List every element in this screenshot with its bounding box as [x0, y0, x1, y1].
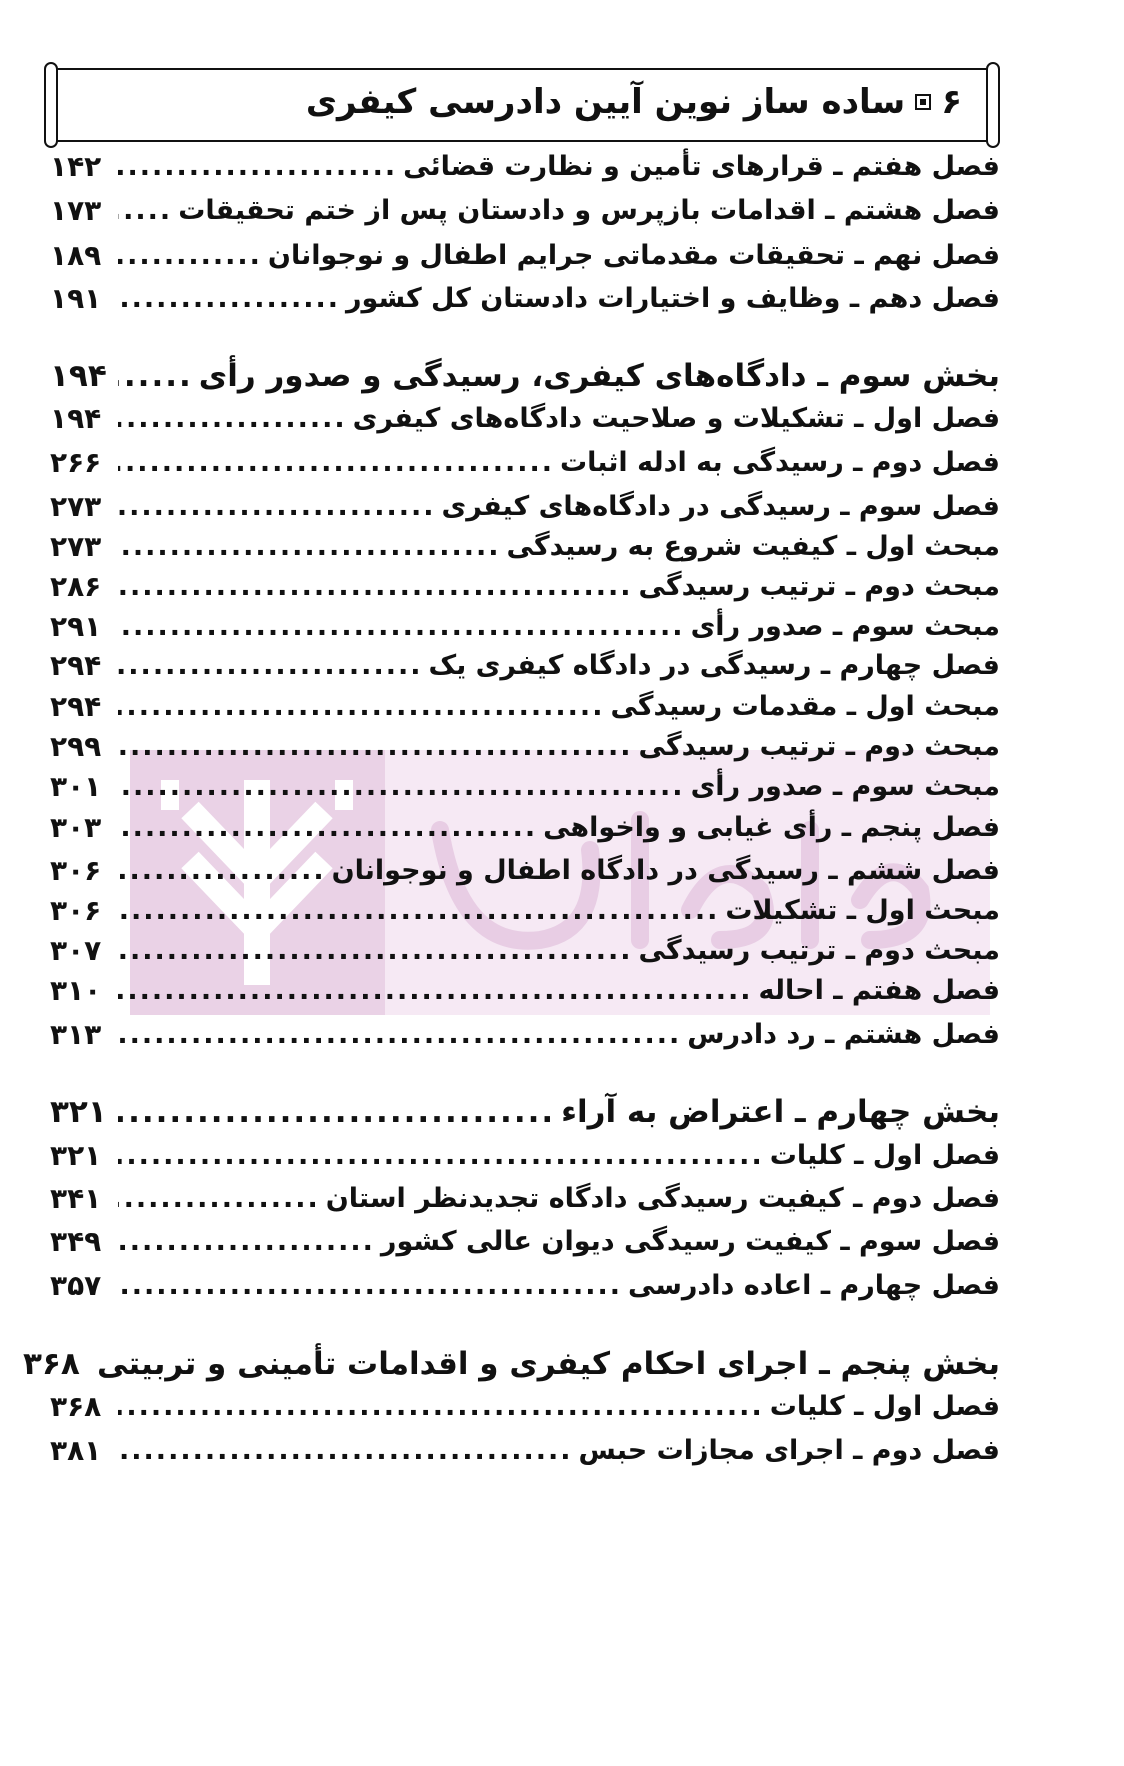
toc-entry-page: ۱۹۴	[50, 358, 107, 394]
toc-entry-page: ۳۰۱	[50, 769, 102, 803]
toc-leader-dots	[118, 491, 436, 522]
toc-entry-page: ۱۷۳	[50, 193, 102, 227]
toc-leader-dots	[118, 531, 501, 562]
toc-entry-chapter	[50, 1263, 1000, 1307]
toc-entry-title: مبحث اول ـ مقدمات رسیدگی	[610, 690, 1000, 722]
toc-entry-chapter	[50, 484, 1000, 528]
toc-entry-page: ۲۹۱	[50, 609, 102, 643]
toc-leader-dots	[118, 1270, 622, 1301]
toc-entry-page: ۳۰۶	[50, 853, 102, 887]
toc-entry-chapter	[50, 848, 1000, 892]
toc-entry-page: ۲۹۹	[50, 729, 102, 763]
toc-entry-page: ۳۰۳	[50, 810, 102, 844]
toc-entry-title: فصل سوم ـ کیفیت رسیدگی دیوان عالی کشور	[380, 1225, 1000, 1257]
toc-entry-part	[23, 1342, 1000, 1386]
toc-entry-section	[50, 928, 1000, 972]
toc-entry-chapter	[50, 1428, 1000, 1472]
toc-entry-title: مبحث اول ـ تشکیلات	[725, 894, 1000, 926]
toc-entry-section	[50, 564, 1000, 608]
toc-entry-title: مبحث دوم ـ ترتیب رسیدگی	[638, 570, 1000, 602]
toc-entry-page: ۲۹۴	[50, 648, 102, 682]
toc-leader-dots	[118, 1435, 573, 1466]
toc-entry-part	[50, 1090, 1000, 1134]
toc-entry-title: بخش پنجم ـ اجرای احکام کیفری و اقدامات تأمینی و تربیتی	[97, 1346, 1000, 1382]
toc-leader-dots	[118, 403, 347, 434]
toc-entry-page: ۳۵۷	[50, 1268, 102, 1302]
toc-leader-dots	[118, 650, 422, 681]
toc-leader-dots	[118, 447, 554, 478]
toc-entry-page: ۳۱۳	[50, 1017, 102, 1051]
toc-leader-dots	[118, 1226, 375, 1257]
toc-leader-dots	[118, 1019, 681, 1050]
toc-entry-page: ۳۶۸	[50, 1389, 102, 1423]
toc-entry-chapter	[50, 188, 1000, 232]
toc-entry-title: بخش چهارم ـ اعتراض به آراء	[561, 1094, 1000, 1130]
toc-leader-dots	[118, 855, 326, 886]
toc-leader-dots	[118, 975, 752, 1006]
toc-entry-page: ۳۲۱	[50, 1094, 107, 1130]
book-title: ساده ساز نوین آیین دادرسی کیفری	[305, 82, 906, 122]
toc-leader-dots	[118, 1140, 764, 1171]
toc-entry-part	[50, 354, 1000, 398]
toc-entry-page: ۱۸۹	[50, 238, 102, 272]
toc-entry-chapter	[50, 643, 1000, 687]
toc-entry-title: فصل پنجم ـ رأی غیابی و واخواهی	[543, 811, 1000, 843]
toc-entry-title: مبحث دوم ـ ترتیب رسیدگی	[638, 730, 1000, 762]
toc-entry-page: ۳۰۷	[50, 933, 102, 967]
toc-entry-chapter	[50, 233, 1000, 277]
toc-leader-dots	[118, 195, 172, 226]
toc-leader-dots	[118, 358, 193, 394]
toc-entry-title: فصل چهارم ـ اعاده دادرسی	[628, 1269, 1000, 1301]
toc-entry-title: فصل هفتم ـ احاله	[758, 974, 1000, 1006]
toc-entry-chapter	[50, 144, 1000, 188]
toc-leader-dots	[118, 283, 340, 314]
toc-entry-title: فصل اول ـ تشکیلات و صلاحیت دادگاه‌های کیفری	[352, 402, 1000, 434]
toc-leader-dots	[118, 611, 685, 642]
toc-entry-page: ۲۷۳	[50, 489, 102, 523]
toc-entry-title: فصل دوم ـ کیفیت رسیدگی دادگاه تجدیدنظر استان	[325, 1182, 1000, 1214]
toc-leader-dots	[118, 691, 604, 722]
toc-entry-page: ۳۲۱	[50, 1138, 102, 1172]
toc-entry-page: ۱۹۴	[50, 401, 102, 435]
toc-entry-page: ۳۱۰	[50, 973, 102, 1007]
toc-entry-page: ۲۹۴	[50, 689, 102, 723]
toc-entry-chapter	[50, 396, 1000, 440]
toc-leader-dots	[118, 812, 537, 843]
toc-entry-title: فصل هشتم ـ رد دادرس	[687, 1018, 1000, 1050]
toc-entry-title: فصل دهم ـ وظایف و اختیارات دادستان کل کشور	[346, 282, 1000, 314]
toc-entry-page: ۳۴۹	[50, 1224, 102, 1258]
toc-entry-title: فصل دوم ـ اجرای مجازات حبس	[578, 1434, 1000, 1466]
toc-entry-title: مبحث سوم ـ صدور رأی	[690, 610, 1000, 642]
toc-entry-section	[50, 604, 1000, 648]
toc-entry-title: مبحث اول ـ کیفیت شروع به رسیدگی	[506, 530, 1000, 562]
toc-entry-chapter	[50, 440, 1000, 484]
toc-entry-title: فصل سوم ـ رسیدگی در دادگاه‌های کیفری	[441, 490, 1000, 522]
page-number: ۶	[941, 82, 962, 122]
toc-entry-page: ۱۴۲	[50, 149, 102, 183]
toc-leader-dots	[118, 935, 633, 966]
toc-leader-dots	[118, 771, 685, 802]
toc-leader-dots	[118, 151, 397, 182]
toc-leader-dots	[118, 895, 719, 926]
toc-entry-section	[50, 684, 1000, 728]
toc-leader-dots	[118, 1094, 555, 1130]
toc-leader-dots	[118, 1391, 764, 1422]
toc-entry-section	[50, 888, 1000, 932]
toc-entry-chapter	[50, 1133, 1000, 1177]
toc-entry-page: ۳۶۸	[23, 1346, 80, 1382]
toc-leader-dots	[118, 571, 633, 602]
toc-entry-chapter	[50, 805, 1000, 849]
toc-entry-page: ۲۸۶	[50, 569, 102, 603]
toc-entry-title: فصل دوم ـ رسیدگی به ادله اثبات	[560, 446, 1000, 478]
toc-entry-page: ۲۷۳	[50, 529, 102, 563]
toc-entry-chapter	[50, 276, 1000, 320]
toc-entry-page: ۳۰۶	[50, 893, 102, 927]
toc-leader-dots	[118, 240, 262, 271]
toc-entry-chapter	[50, 968, 1000, 1012]
toc-entry-chapter	[50, 1176, 1000, 1220]
toc-entry-title: بخش سوم ـ دادگاه‌های کیفری، رسیدگی و صدور رأی	[198, 358, 1000, 394]
toc-leader-dots	[118, 731, 633, 762]
toc-leader-dots	[118, 1183, 320, 1214]
toc-entry-page: ۳۸۱	[50, 1433, 102, 1467]
toc-entry-title: فصل اول ـ کلیات	[769, 1139, 1000, 1171]
toc-entry-chapter	[50, 1219, 1000, 1263]
toc-entry-page: ۳۴۱	[50, 1181, 102, 1215]
toc-entry-chapter	[50, 1012, 1000, 1056]
toc-entry-title: فصل هشتم ـ اقدامات بازپرس و دادستان پس از ختم تحقیقات	[178, 194, 1000, 226]
toc-entry-section	[50, 524, 1000, 568]
toc-entry-title: مبحث دوم ـ ترتیب رسیدگی	[638, 934, 1000, 966]
toc-entry-section	[50, 764, 1000, 808]
toc-entry-title: فصل چهارم ـ رسیدگی در دادگاه کیفری یک	[428, 649, 1000, 681]
toc-entry-title: فصل اول ـ کلیات	[769, 1390, 1000, 1422]
toc-entry-title: فصل هفتم ـ قرارهای تأمین و نظارت قضائی	[403, 150, 1000, 182]
toc-entry-chapter	[50, 1384, 1000, 1428]
toc-entry-page: ۲۶۶	[50, 445, 102, 479]
toc-entry-title: مبحث سوم ـ صدور رأی	[690, 770, 1000, 802]
toc-entry-section	[50, 724, 1000, 768]
toc-entry-title: فصل نهم ـ تحقیقات مقدماتی جرایم اطفال و نوجوانان	[267, 239, 1000, 271]
toc-entry-title: فصل ششم ـ رسیدگی در دادگاه اطفال و نوجوانان	[331, 854, 1000, 886]
toc-entry-page: ۱۹۱	[50, 281, 102, 315]
